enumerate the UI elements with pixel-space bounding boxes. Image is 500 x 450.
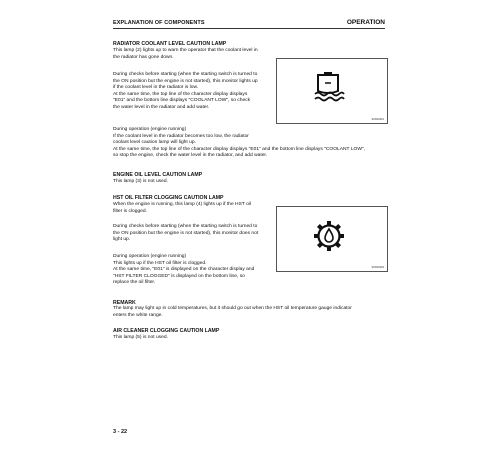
radiator-checks	[113, 72, 258, 112]
radiator-figure	[276, 58, 388, 124]
text-line: If the coolant level in the radiator becomes too low, the radiator	[113, 133, 249, 139]
text-line: "E01" and the bottom line displays "COOLANT LOW", so check	[113, 98, 251, 104]
text-line: At the same time, the top line of the character display displays "E01" and the bottom line displays "COOLANT LOW",	[113, 146, 366, 152]
text-line: the water level in the radiator and add water.	[113, 104, 210, 110]
text-line: "HST FILTER CLOGGED" is displayed on the bottom line, so	[113, 273, 245, 279]
engine-oil-heading: ENGINE OIL LEVEL CAUTION LAMP	[113, 172, 203, 178]
radiator-heading: RADIATOR COOLANT LEVEL CAUTION LAMP	[113, 41, 227, 47]
text-line: the ON position but the engine is not started), this monitor lights up	[113, 78, 258, 84]
remark-heading: REMARK	[113, 300, 136, 306]
text-line: At the same time, the top line of the character display displays	[113, 91, 248, 97]
text-line: During checks before starting (when the starting switch is turned to	[113, 72, 258, 77]
text-line: coolant level caution lamp will light up.	[113, 140, 196, 146]
hst-filter-checks	[113, 224, 258, 244]
hst-filter-figure	[276, 206, 388, 272]
engine-oil-text	[113, 179, 168, 186]
text-line: This lamp (3) is not used.	[113, 179, 168, 184]
text-line: The lamp may light up in cold temperatures, but it should go out when the HST oil temperature gauge indicator	[113, 306, 352, 311]
text-line: This lights up if the HST oil filter is clogged.	[113, 260, 207, 266]
radiator-coolant-icon	[311, 69, 345, 103]
text-line: At the same time, "E01" is displayed on the character display and	[113, 267, 255, 273]
hst-filter-operation	[113, 254, 254, 287]
text-line: replace the oil filter.	[113, 280, 156, 286]
text-line: the radiator has gone down.	[113, 54, 174, 60]
figure-code: 9JW00361	[371, 118, 384, 121]
text-line: the ON position but the engine is not started), this monitor does not	[113, 230, 259, 236]
page-number: 3 - 22	[113, 429, 128, 435]
text-line: light up.	[113, 237, 131, 243]
remark-text	[113, 306, 352, 319]
air-cleaner-heading: AIR CLEANER CLOGGING CAUTION LAMP	[113, 328, 220, 334]
figure-code: 9JW00364	[371, 266, 384, 269]
text-line: During checks before starting (when the starting switch is turned to	[113, 224, 258, 229]
header-divider	[113, 28, 385, 29]
hst-oil-filter-icon	[312, 219, 346, 253]
section-title: EXPLANATION OF COMPONENTS	[113, 20, 205, 26]
text-line: During operation (engine running)	[113, 254, 187, 259]
text-line: This lamp (2) lights up to warn the operator that the coolant level in	[113, 48, 258, 53]
hst-filter-heading: HST OIL FILTER CLOGGING CAUTION LAMP	[113, 195, 224, 201]
radiator-intro	[113, 48, 258, 61]
text-line: When the engine is running, this lamp (4) lights up if the HST oil	[113, 202, 252, 207]
hst-filter-intro	[113, 202, 251, 215]
text-line: enters the white range.	[113, 312, 163, 318]
radiator-operation	[113, 127, 365, 160]
text-line: if the coolant level in the radiator is low.	[113, 85, 199, 91]
text-line: This lamp (5) is not used.	[113, 335, 168, 340]
chapter-title: OPERATION	[346, 19, 385, 26]
air-cleaner-text	[113, 335, 168, 342]
text-line: During operation (engine running)	[113, 127, 187, 132]
text-line: filter is clogged.	[113, 208, 147, 214]
text-line: so stop the engine, check the water level in the radiator, and add water.	[113, 153, 268, 159]
